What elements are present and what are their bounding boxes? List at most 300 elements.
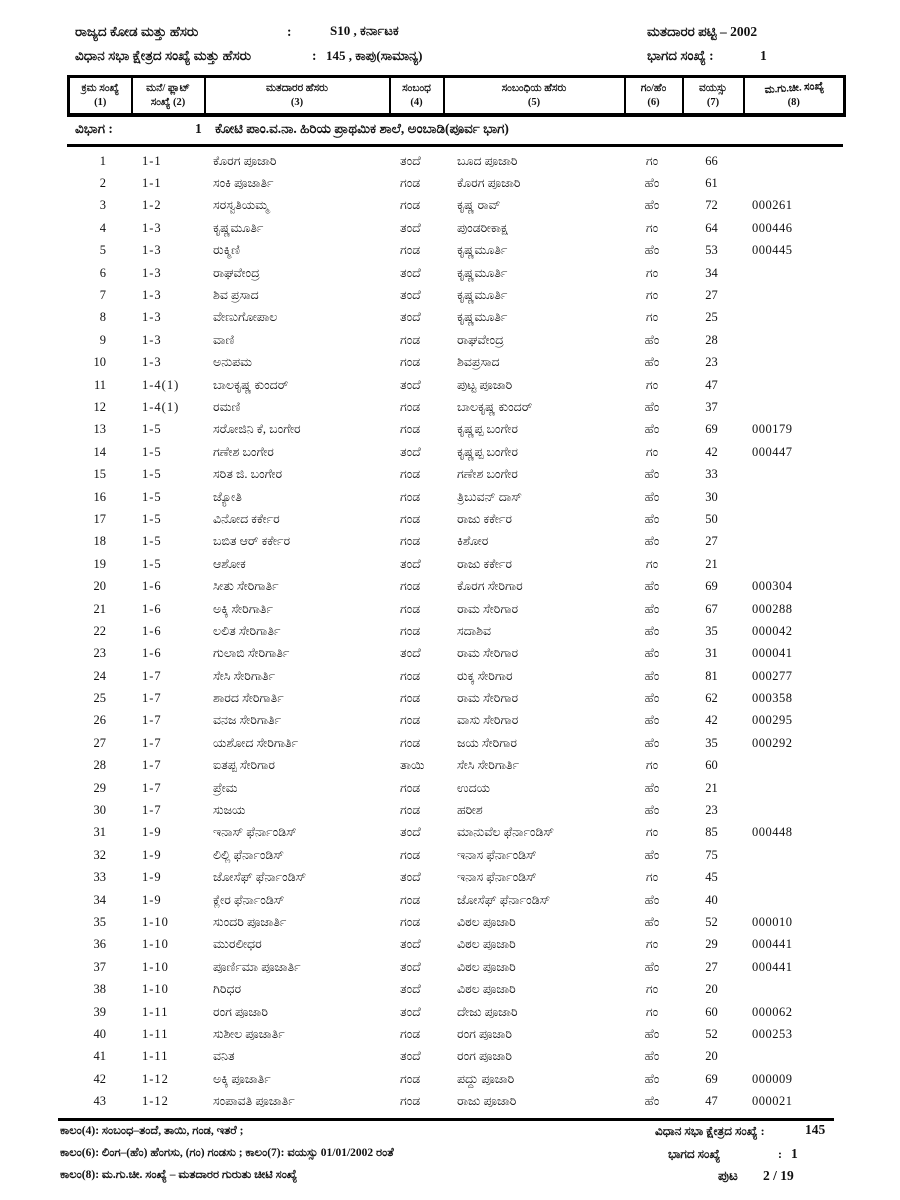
cell-epic-number — [742, 1046, 843, 1068]
footer-page-label: ಪುಟ — [718, 1168, 738, 1183]
cell-serial-number: 40 — [93, 1026, 106, 1041]
cell-relation: ಗಂಡ — [400, 691, 421, 706]
cell-house-number: 1-2 — [142, 198, 162, 213]
cell-voter-name: ಅನುಪಮ — [213, 355, 253, 370]
cell-serial-number: 16 — [93, 489, 106, 504]
cell-age: 61 — [705, 176, 718, 191]
cell-gender: ಹೆಂ — [644, 691, 660, 706]
cell-relative-name: ಜೋಸೆಫ್ ಫೆರ್ನಾಂಡಿಸ್ — [457, 892, 551, 907]
cell-epic-number — [742, 150, 843, 172]
cell-house-number: 1-5 — [142, 511, 162, 526]
cell-age: 66 — [705, 153, 718, 168]
table-row — [67, 1046, 843, 1068]
table-row — [67, 777, 843, 799]
cell-house-number: 1-5 — [142, 489, 162, 504]
cell-relation: ಗಂಡ — [400, 623, 421, 638]
cell-age: 25 — [705, 310, 718, 325]
cell-house-number: 1-5 — [142, 556, 162, 571]
cell-house-number: 1-7 — [142, 691, 162, 706]
state-code-label: ರಾಜ್ಯದ ಕೋಡ ಮತ್ತು ಹೆಸರು — [75, 24, 199, 39]
cell-epic-number — [742, 978, 843, 1000]
cell-serial-number: 7 — [99, 288, 106, 303]
cell-relation: ಗಂಡ — [400, 803, 421, 818]
cell-epic-number: 000441 — [752, 959, 793, 974]
table-row — [67, 217, 843, 239]
cell-relation: ತಂದೆ — [400, 1049, 421, 1064]
cell-serial-number: 5 — [99, 243, 106, 258]
cell-house-number: 1-3 — [142, 332, 162, 347]
cell-epic-number: 000295 — [752, 713, 793, 728]
table-row — [67, 508, 843, 530]
cell-serial-number: 38 — [93, 982, 106, 997]
cell-epic-number — [742, 352, 843, 374]
cell-relation: ಗಂಡ — [400, 332, 421, 347]
cell-age: 27 — [705, 959, 718, 974]
cell-relative-name: ಕೃಷ್ಣಮೂರ್ತಿ — [457, 310, 508, 325]
cell-voter-name: ಸುಜಯ — [213, 803, 246, 818]
footer-note-3: ಕಾಲಂ(8): ಮ.ಗು.ಚೀ. ಸಂಖ್ಯೆ – ಮತದಾರರ ಗುರುತು ಚೀಟಿ ಸಂಖ್ಯೆ — [60, 1169, 298, 1181]
cell-serial-number: 14 — [93, 444, 106, 459]
cell-relative-name: ಹರೀಶ — [457, 803, 483, 818]
cell-age: 47 — [705, 377, 718, 392]
part-number-label: ಭಾಗದ ಸಂಖ್ಯೆ : — [647, 48, 714, 63]
col-serial: ಕ್ರಮ ಸಂಖ್ಯೆ (1) — [69, 77, 132, 116]
cell-serial-number: 26 — [93, 713, 106, 728]
cell-relation: ಗಂಡ — [400, 399, 421, 414]
cell-gender: ಗಂ — [645, 288, 659, 303]
cell-epic-number — [742, 799, 843, 821]
cell-age: 69 — [705, 579, 718, 594]
cell-gender: ಗಂ — [645, 444, 659, 459]
footer-part-value: 1 — [791, 1146, 798, 1161]
cell-age: 64 — [705, 220, 718, 235]
table-row — [67, 284, 843, 306]
cell-relative-name: ಕೊರಗ ಪೂಜಾರಿ — [457, 176, 521, 191]
cell-voter-name: ಜ್ಯೋತಿ — [213, 489, 242, 504]
cell-epic-number: 000304 — [752, 579, 793, 594]
cell-epic-number — [742, 486, 843, 508]
cell-age: 21 — [705, 780, 718, 795]
cell-gender: ಹೆಂ — [644, 511, 660, 526]
cell-serial-number: 17 — [93, 511, 106, 526]
cell-epic-number: 000021 — [752, 1094, 793, 1109]
cell-relation: ಗಂಡ — [400, 198, 421, 213]
cell-serial-number: 21 — [93, 601, 106, 616]
cell-relation: ಗಂಡ — [400, 735, 421, 750]
table-row — [67, 553, 843, 575]
cell-serial-number: 32 — [93, 847, 106, 862]
cell-age: 23 — [705, 803, 718, 818]
col-epic-number: ಮ.ಗು.ಚೀ. ಸಂಖ್ಯೆ (8) — [744, 77, 845, 116]
cell-relation: ಗಂಡ — [400, 847, 421, 862]
table-row — [67, 956, 843, 978]
cell-age: 21 — [705, 556, 718, 571]
cell-serial-number: 43 — [93, 1094, 106, 1109]
cell-serial-number: 42 — [93, 1071, 106, 1086]
cell-gender: ಹೆಂ — [644, 1071, 660, 1086]
cell-relative-name: ಕೃಷ್ಣಮೂರ್ತಿ — [457, 265, 508, 280]
section-number: 1 — [195, 121, 202, 136]
cell-relation: ಗಂಡ — [400, 892, 421, 907]
cell-relative-name: ರಾಜು ಪೂಜಾರಿ — [457, 1094, 517, 1109]
cell-voter-name: ಲಿಲ್ಲಿ ಫೆರ್ನಾಂಡಿಸ್ — [213, 847, 284, 862]
cell-relation: ತಂದೆ — [400, 825, 421, 840]
cell-gender: ಗಂ — [645, 937, 659, 952]
cell-voter-name: ಸುಶೀಲ ಪೂಜಾರ್ತಿ — [213, 1026, 285, 1041]
cell-serial-number: 41 — [93, 1049, 106, 1064]
cell-house-number: 1-10 — [142, 914, 169, 929]
cell-relative-name: ಕೃಷ್ಣಪ್ಪ ಬಂಗೇರ — [457, 422, 518, 437]
cell-epic-number: 000277 — [752, 668, 793, 683]
cell-serial-number: 10 — [93, 355, 106, 370]
cell-age: 52 — [705, 914, 718, 929]
cell-age: 30 — [705, 489, 718, 504]
cell-relation: ತಂದೆ — [400, 310, 421, 325]
cell-epic-number: 000447 — [752, 444, 793, 459]
cell-gender: ಗಂ — [645, 982, 659, 997]
cell-relative-name: ವಿಠಲ ಪೂಜಾರಿ — [457, 914, 516, 929]
cell-house-number: 1-4(1) — [142, 377, 180, 392]
cell-age: 37 — [705, 399, 718, 414]
cell-voter-name: ಶಾರದ ಸೇರಿಗಾರ್ತಿ — [213, 691, 284, 706]
cell-serial-number: 23 — [93, 646, 106, 661]
footer-constituency-value: 145 — [805, 1122, 826, 1137]
cell-gender: ಹೆಂ — [644, 332, 660, 347]
cell-age: 31 — [705, 646, 718, 661]
table-row — [67, 463, 843, 485]
cell-gender: ಗಂ — [645, 153, 659, 168]
cell-relation: ಗಂಡ — [400, 713, 421, 728]
cell-relative-name: ರಾಜು ಕರ್ಕೇರ — [457, 511, 512, 526]
cell-age: 29 — [705, 937, 718, 952]
cell-voter-name: ಸರಸ್ವತಿಯಮ್ಮ — [213, 198, 269, 213]
table-row — [67, 150, 843, 172]
table-row — [67, 1023, 843, 1045]
cell-relative-name: ರಂಗ ಪೂಜಾರಿ — [457, 1026, 512, 1041]
cell-gender: ಹೆಂ — [644, 713, 660, 728]
cell-epic-number: 000042 — [752, 623, 793, 638]
cell-relative-name: ತ್ರಿಬುವನ್ ದಾಸ್ — [457, 489, 522, 504]
table-row — [67, 531, 843, 553]
cell-relative-name: ಕಿಶೋರ — [457, 534, 489, 549]
cell-relation: ತಂದೆ — [400, 288, 421, 303]
cell-voter-name: ವನಜ ಸೇರಿಗಾರ್ತಿ — [213, 713, 282, 728]
cell-epic-number: 000009 — [752, 1071, 793, 1086]
footer-part-separator: : — [778, 1147, 782, 1161]
table-row — [67, 195, 843, 217]
cell-relation: ತಂದೆ — [400, 1004, 421, 1019]
part-number-value: 1 — [760, 48, 767, 63]
cell-gender: ಹೆಂ — [644, 623, 660, 638]
cell-serial-number: 24 — [93, 668, 106, 683]
cell-age: 47 — [705, 1094, 718, 1109]
cell-house-number: 1-5 — [142, 422, 162, 437]
cell-relative-name: ಸದಾಶಿವ — [457, 623, 492, 638]
cell-relative-name: ಕೃಷ್ಣ ರಾವ್ — [457, 198, 501, 213]
cell-voter-name: ಯಶೋದ ಸೇರಿಗಾರ್ತಿ — [213, 735, 299, 750]
cell-house-number: 1-7 — [142, 758, 162, 773]
cell-voter-name: ವೇಣುಗೋಪಾಲ — [213, 310, 278, 325]
cell-epic-number — [742, 463, 843, 485]
cell-voter-name: ಅಕ್ಕಿ ಸೇರಿಗಾರ್ತಿ — [213, 601, 274, 616]
cell-epic-number: 000179 — [752, 422, 793, 437]
cell-house-number: 1-5 — [142, 534, 162, 549]
table-row — [67, 620, 843, 642]
cell-voter-name: ವಾಣಿ — [213, 332, 235, 347]
table-row — [67, 1090, 843, 1112]
cell-voter-name: ಸರೋಜಿನಿ ಕೆ, ಬಂಗೇರ — [213, 422, 301, 437]
table-row — [67, 419, 843, 441]
cell-house-number: 1-10 — [142, 959, 169, 974]
table-row — [67, 732, 843, 754]
cell-relative-name: ಬಾಲಕೃಷ್ಣ ಕುಂದರ್ — [457, 399, 533, 414]
cell-serial-number: 3 — [99, 198, 106, 213]
cell-relation: ತಂದೆ — [400, 959, 421, 974]
cell-epic-number — [742, 396, 843, 418]
voter-rows — [67, 150, 843, 1113]
cell-relation: ತಂದೆ — [400, 982, 421, 997]
cell-relative-name: ರುಕ್ಕ ಸೇರಿಗಾರ — [457, 668, 513, 683]
cell-house-number: 1-7 — [142, 713, 162, 728]
cell-serial-number: 2 — [99, 176, 106, 191]
cell-house-number: 1-3 — [142, 243, 162, 258]
table-row — [67, 486, 843, 508]
cell-relative-name: ಉದಯ — [457, 780, 491, 795]
cell-relation: ತಂದೆ — [400, 556, 421, 571]
cell-age: 20 — [705, 982, 718, 997]
cell-relative-name: ರಂಗ ಪೂಜಾರಿ — [457, 1049, 512, 1064]
cell-serial-number: 15 — [93, 467, 106, 482]
cell-age: 35 — [705, 623, 718, 638]
table-row — [67, 1001, 843, 1023]
table-row — [67, 598, 843, 620]
cell-house-number: 1-9 — [142, 847, 162, 862]
cell-age: 40 — [705, 892, 718, 907]
cell-relation: ಗಂಡ — [400, 422, 421, 437]
cell-house-number: 1-6 — [142, 623, 162, 638]
cell-voter-name: ವನಿತ — [213, 1049, 235, 1064]
cell-gender: ಹೆಂ — [644, 847, 660, 862]
cell-relation: ತಂದೆ — [400, 265, 421, 280]
cell-age: 52 — [705, 1026, 718, 1041]
footer-note-2: ಕಾಲಂ(6): ಲಿಂಗ–(ಹೆಂ) ಹೆಂಗಸು, (ಗಂ) ಗಂಡಸು ; ಕಾಲಂ(7): ವಯಸ್ಸು 01/01/2002 ರಂತೆ — [60, 1147, 394, 1159]
section-rule — [67, 144, 843, 147]
cell-serial-number: 19 — [93, 556, 106, 571]
state-code-separator: : — [287, 24, 292, 39]
col-age: ವಯಸ್ಸು (7) — [683, 77, 744, 116]
cell-gender: ಗಂ — [645, 265, 659, 280]
cell-serial-number: 22 — [93, 623, 106, 638]
table-row — [67, 374, 843, 396]
cell-relative-name: ರಾಜು ಕರ್ಕೇರ — [457, 556, 512, 571]
cell-gender: ಹೆಂ — [644, 1026, 660, 1041]
cell-epic-number: 000261 — [752, 198, 793, 213]
cell-gender: ಹೆಂ — [644, 1049, 660, 1064]
cell-epic-number — [742, 867, 843, 889]
cell-relative-name: ಪದ್ದು ಪೂಜಾರಿ — [457, 1071, 515, 1086]
cell-relative-name: ಪುಂಡರೀಕಾಕ್ಷ — [457, 220, 508, 235]
cell-voter-name: ಇನಾಸ್ ಫೆರ್ನಾಂಡಿಸ್ — [213, 825, 297, 840]
footer-part-label: ಭಾಗದ ಸಂಖ್ಯೆ — [668, 1147, 721, 1161]
cell-relative-name: ವಿಠಲ ಪೂಜಾರಿ — [457, 982, 516, 997]
cell-house-number: 1-5 — [142, 467, 162, 482]
cell-serial-number: 29 — [93, 780, 106, 795]
cell-epic-number — [742, 755, 843, 777]
cell-gender: ಗಂ — [645, 556, 659, 571]
state-code-value: S10 , ಕರ್ನಾಟಕ — [330, 23, 399, 38]
cell-epic-number — [742, 284, 843, 306]
cell-voter-name: ಶಿವ ಪ್ರಸಾದ — [213, 288, 259, 303]
section-name: ಕೋಟಿ ಪಾಂ.ವ.ನಾ. ಹಿರಿಯ ಪ್ರಾಥಮಿಕ ಶಾಲೆ, ಅಂಬಾಡಿ(ಪೂರ್ವ ಭಾಗ) — [215, 121, 509, 136]
table-row — [67, 441, 843, 463]
cell-epic-number: 000062 — [752, 1004, 793, 1019]
cell-relative-name: ಇನಾಸ ಫೆರ್ನಾಂಡಿಸ್ — [457, 847, 537, 862]
cell-voter-name: ಕೃಷ್ಣಮೂರ್ತಿ — [213, 220, 264, 235]
cell-relation: ತಂದೆ — [400, 220, 421, 235]
cell-house-number: 1-3 — [142, 310, 162, 325]
cell-relation: ಗಂಡ — [400, 668, 421, 683]
cell-voter-name: ಕೊರಗ ಪೂಜಾರಿ — [213, 153, 277, 168]
table-row — [67, 352, 843, 374]
cell-house-number: 1-10 — [142, 982, 169, 997]
cell-gender: ಹೆಂ — [644, 489, 660, 504]
cell-relative-name: ಕೊರಗ ಸೇರಿಗಾರ — [457, 579, 523, 594]
cell-age: 72 — [705, 198, 718, 213]
cell-gender: ಹೆಂ — [644, 959, 660, 974]
table-row — [67, 710, 843, 732]
cell-gender: ಗಂ — [645, 870, 659, 885]
cell-voter-name: ಸಂಕಿ ಪೂಜಾರ್ತಿ — [213, 176, 274, 191]
cell-relative-name: ವಿಠಲ ಪೂಜಾರಿ — [457, 959, 516, 974]
cell-epic-number — [742, 329, 843, 351]
cell-gender: ಹೆಂ — [644, 422, 660, 437]
table-row — [67, 665, 843, 687]
cell-voter-name: ಗುಲಾಬಿ ಸೇರಿಗಾರ್ತಿ — [213, 646, 290, 661]
cell-age: 28 — [705, 332, 718, 347]
cell-relation: ತಂದೆ — [400, 646, 421, 661]
cell-gender: ಗಂ — [645, 310, 659, 325]
cell-voter-name: ಕ್ಲೇರ ಫೆರ್ನಾಂಡಿಸ್ — [213, 892, 285, 907]
cell-relative-name: ವಿಠಲ ಪೂಜಾರಿ — [457, 937, 516, 952]
cell-epic-number: 000445 — [752, 243, 793, 258]
cell-age: 42 — [705, 713, 718, 728]
cell-gender: ಗಂ — [645, 220, 659, 235]
cell-relation: ಗಂಡ — [400, 914, 421, 929]
cell-age: 60 — [705, 758, 718, 773]
cell-serial-number: 4 — [99, 220, 106, 235]
cell-relation: ತಂದೆ — [400, 937, 421, 952]
column-header-row — [69, 77, 845, 116]
cell-voter-name: ಪೂರ್ಣಿಮಾ ಪೂಜಾರ್ತಿ — [213, 959, 301, 974]
table-row — [67, 240, 843, 262]
footer-rule — [58, 1118, 834, 1121]
cell-house-number: 1-1 — [142, 153, 162, 168]
cell-relative-name: ಇನಾಸ ಫೆರ್ನಾಂಡಿಸ್ — [457, 870, 537, 885]
cell-house-number: 1-12 — [142, 1071, 169, 1086]
roll-title: ಮತದಾರರ ಪಟ್ಟಿ – 2002 — [647, 24, 758, 39]
cell-age: 67 — [705, 601, 718, 616]
cell-serial-number: 35 — [93, 914, 106, 929]
table-row — [67, 934, 843, 956]
cell-voter-name: ಸೇಸಿ ಸೇರಿಗಾರ್ತಿ — [213, 668, 276, 683]
cell-epic-number — [742, 553, 843, 575]
voter-table — [67, 150, 843, 1113]
cell-house-number: 1-7 — [142, 780, 162, 795]
cell-relation: ತಂದೆ — [400, 377, 421, 392]
cell-age: 45 — [705, 870, 718, 885]
cell-serial-number: 37 — [93, 959, 106, 974]
cell-voter-name: ರಾಘವೇಂದ್ರ — [213, 265, 260, 280]
cell-relation: ಗಂಡ — [400, 489, 421, 504]
cell-serial-number: 6 — [99, 265, 106, 280]
cell-voter-name: ಸುಂದರಿ ಪೂಜಾರ್ತಿ — [213, 914, 287, 929]
constituency-value: 145 , ಕಾಪು(ಸಾಮಾನ್ಯ) — [326, 48, 423, 63]
cell-relative-name: ವಾಸು ಸೇರಿಗಾರ — [457, 713, 519, 728]
table-row — [67, 172, 843, 194]
table-row — [67, 799, 843, 821]
cell-serial-number: 8 — [99, 310, 106, 325]
cell-house-number: 1-1 — [142, 176, 162, 191]
cell-epic-number — [742, 374, 843, 396]
cell-age: 62 — [705, 691, 718, 706]
col-voter-name: ಮತದಾರರ ಹೆಸರು (3) — [205, 77, 390, 116]
cell-epic-number — [742, 889, 843, 911]
cell-house-number: 1-3 — [142, 355, 162, 370]
cell-gender: ಗಂ — [645, 377, 659, 392]
table-row — [67, 822, 843, 844]
cell-age: 34 — [705, 265, 718, 280]
cell-house-number: 1-7 — [142, 668, 162, 683]
cell-serial-number: 20 — [93, 579, 106, 594]
cell-voter-name: ರಮಣಿ — [213, 399, 241, 414]
cell-gender: ಹೆಂ — [644, 646, 660, 661]
cell-epic-number: 000448 — [752, 825, 793, 840]
constituency-label: ವಿಧಾನ ಸಭಾ ಕ್ಷೇತ್ರದ ಸಂಖ್ಯೆ ಮತ್ತು ಹೆಸರು — [75, 48, 252, 63]
table-row — [67, 307, 843, 329]
cell-relation: ಗಂಡ — [400, 467, 421, 482]
cell-serial-number: 9 — [99, 332, 106, 347]
cell-serial-number: 13 — [93, 422, 106, 437]
cell-epic-number — [742, 307, 843, 329]
cell-serial-number: 30 — [93, 803, 106, 818]
cell-serial-number: 34 — [93, 892, 106, 907]
cell-relation: ತಂದೆ — [400, 444, 421, 459]
cell-gender: ಗಂ — [645, 758, 659, 773]
cell-age: 50 — [705, 511, 718, 526]
cell-epic-number: 000358 — [752, 691, 793, 706]
cell-house-number: 1-6 — [142, 646, 162, 661]
cell-relation: ಗಂಡ — [400, 355, 421, 370]
cell-age: 42 — [705, 444, 718, 459]
cell-relative-name: ಕೃಷ್ಣಮೂರ್ತಿ — [457, 288, 508, 303]
cell-age: 23 — [705, 355, 718, 370]
cell-gender: ಹೆಂ — [644, 892, 660, 907]
cell-gender: ಹೆಂ — [644, 176, 660, 191]
section-line — [67, 121, 843, 143]
cell-age: 60 — [705, 1004, 718, 1019]
cell-serial-number: 36 — [93, 937, 106, 952]
cell-house-number: 1-3 — [142, 220, 162, 235]
cell-relation: ಗಂಡ — [400, 1026, 421, 1041]
cell-serial-number: 27 — [93, 735, 106, 750]
cell-serial-number: 11 — [93, 377, 106, 392]
cell-voter-name: ಗಣೇಶ ಬಂಗೇರ — [213, 444, 274, 459]
cell-relative-name: ಕೃಷ್ಣಮೂರ್ತಿ — [457, 243, 508, 258]
table-row — [67, 643, 843, 665]
cell-gender: ಹೆಂ — [644, 243, 660, 258]
cell-age: 81 — [705, 668, 718, 683]
cell-house-number: 1-11 — [142, 1004, 169, 1019]
